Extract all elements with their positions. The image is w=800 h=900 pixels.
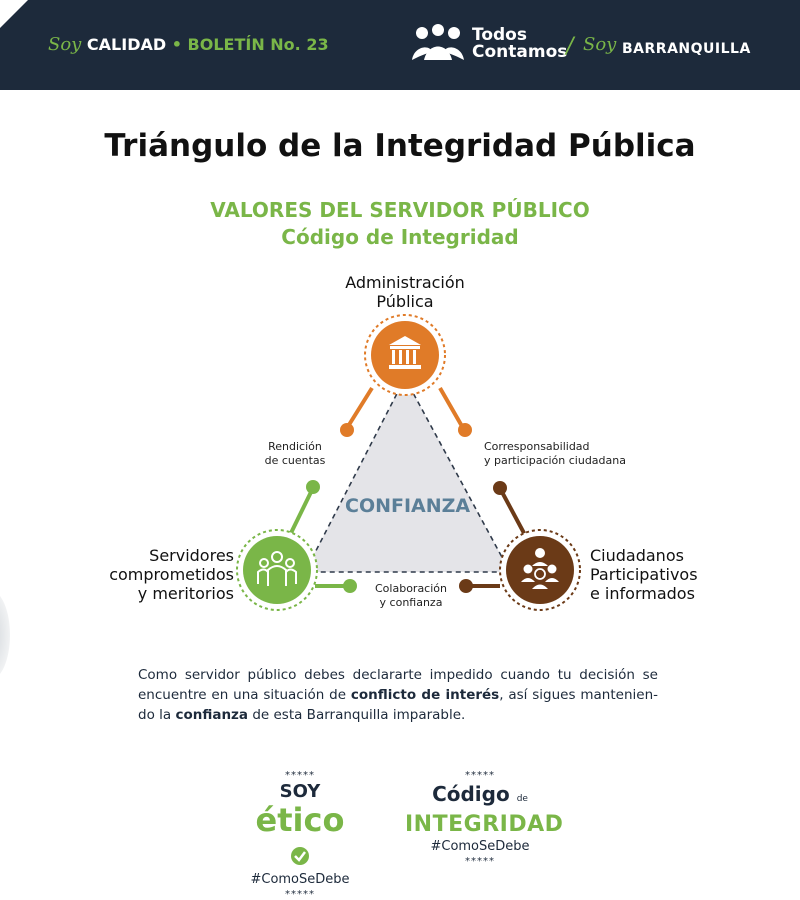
corresponsabilidad-line1: Corresponsabilidad	[484, 440, 590, 453]
stars-bottom-2: *****	[465, 856, 495, 867]
center-label-confianza: CONFIANZA	[345, 495, 471, 517]
connector-right-left	[459, 579, 500, 593]
badge-de-text: de	[516, 794, 528, 804]
badge-codigo	[405, 781, 555, 812]
connector-top-right	[440, 388, 472, 437]
badge-soy: SOY	[279, 781, 321, 802]
servidores-line1: Servidores	[149, 546, 234, 565]
connector-left-up	[290, 480, 320, 535]
node-ciudadanos	[500, 530, 580, 610]
edge-label-corresponsabilidad	[484, 440, 654, 468]
ciudadanos-line3: e informados	[590, 584, 695, 603]
triangle-shape	[305, 378, 510, 572]
stars-top: *****	[285, 770, 315, 781]
colaboracion-line2: y confianza	[379, 596, 443, 609]
edge-label-rendicion	[255, 440, 335, 468]
ciudadanos-line2: Participativos	[590, 565, 698, 584]
connector-top-left	[340, 388, 372, 437]
calidad-label: CALIDAD	[86, 35, 167, 54]
badge-integridad: INTEGRIDAD	[405, 812, 564, 837]
badge-hashtag: #ComoSeDebe	[250, 872, 350, 887]
soy-right-label: Soy	[583, 34, 617, 55]
subtitle-line2: Código de Integridad	[281, 225, 519, 249]
barranquilla-label: BARRANQUILLA	[622, 41, 751, 57]
logo-line1: Todos	[472, 25, 527, 45]
corresponsabilidad-line2: y participación ciudadana	[484, 454, 626, 467]
edge-label-colaboracion	[366, 582, 456, 610]
body-paragraph	[138, 665, 658, 725]
stars-top-2: *****	[465, 770, 495, 781]
ciudadanos-line1: Ciudadanos	[590, 546, 684, 565]
boletin-label: BOLETÍN No. 23	[187, 35, 329, 54]
body-bold-conflicto: conflicto de interés	[350, 687, 500, 703]
admin-line2: Pública	[376, 292, 434, 311]
checkmark-icon	[290, 846, 310, 866]
subtitle-line1: VALORES DEL SERVIDOR PÚBLICO	[210, 198, 590, 222]
bullet: •	[171, 35, 182, 54]
soy-etico-badge	[240, 770, 360, 900]
badge-codigo-text: Código	[432, 782, 510, 806]
body-bold-confianza: confianza	[175, 707, 249, 723]
soy-label: Soy	[48, 34, 82, 55]
badge-etico	[240, 803, 360, 871]
servidores-line2: comprometidos	[109, 565, 234, 584]
node-title-servidores	[96, 546, 234, 603]
badge-hashtag-2: #ComoSeDebe	[430, 839, 530, 854]
codigo-integridad-badge	[405, 770, 564, 867]
node-title-administracion	[330, 273, 480, 311]
stars-bottom: *****	[285, 889, 315, 900]
badge-etico-text: ético	[255, 801, 345, 839]
node-title-ciudadanos	[590, 546, 710, 603]
node-administracion	[365, 315, 445, 395]
body-part1: Como servidor público debes declararte impedido cuando tu decisión se encuentre en una situación de	[138, 667, 658, 703]
servidores-line3: y meritorios	[137, 584, 234, 603]
connector-left-right	[315, 579, 357, 593]
connector-right-up	[493, 481, 525, 535]
admin-line1: Administración	[345, 273, 465, 292]
logo-line2: Contamos	[472, 42, 568, 62]
rendicion-line2: de cuentas	[264, 454, 326, 467]
colaboracion-line1: Colaboración	[375, 582, 447, 595]
body-part3: de esta Barranquilla imparable.	[248, 707, 466, 723]
logo-separator: /	[566, 34, 574, 59]
node-servidores	[237, 530, 317, 610]
page-title: Triángulo de la Integridad Pública	[104, 128, 696, 164]
body-part2: , así sigues manteniendo la	[138, 687, 659, 723]
rendicion-line1: Rendición	[268, 440, 322, 453]
